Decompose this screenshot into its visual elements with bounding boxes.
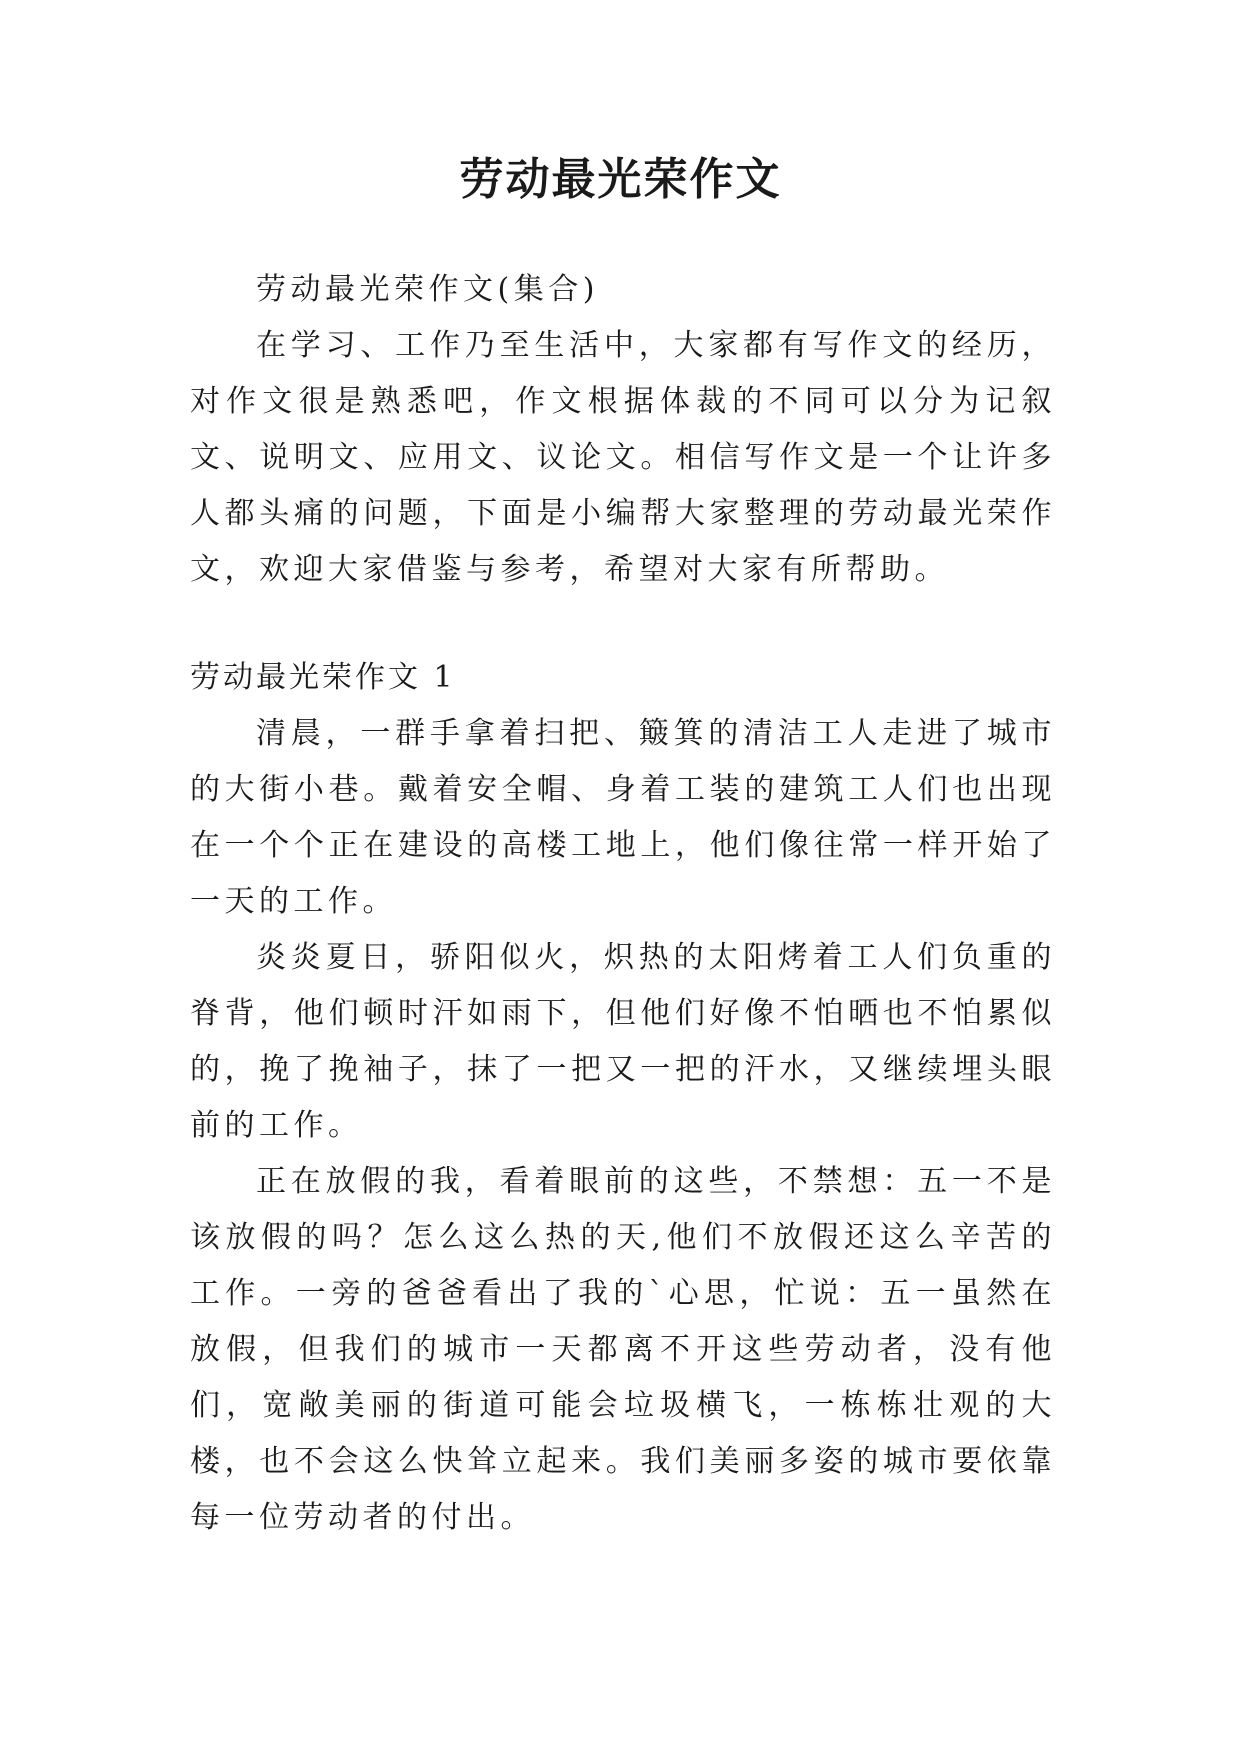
intro-paragraph: 在学习、工作乃至生活中，大家都有写作文的经历，对作文很是熟悉吧，作文根据体裁的不同可以分为记叙文、说明文、应用文、议论文。相信写作文是一个让许多人都头痛的问题，下面是小编帮大家整理的劳动最光荣作文，欢迎大家借鉴与参考，希望对大家有所帮助。 bbox=[190, 328, 1056, 587]
body-paragraph: 炎炎夏日，骄阳似火，炽热的太阳烤着工人们负重的脊背，他们顿时汗如雨下，但他们好像不怕晒也不怕累似的，挽了挽袖子，抹了一把又一把的汗水，又继续埋头眼前的工作。 bbox=[190, 940, 1056, 1143]
section-heading: 劳动最光荣作文 1 bbox=[190, 660, 456, 695]
body-paragraph: 正在放假的我，看着眼前的这些，不禁想：五一不是该放假的吗？怎么这么热的天,他们不放假还这么辛苦的工作。一旁的爸爸看出了我的`心思，忙说：五一虽然在放假，但我们的城市一天都离不开这些劳动者，没有他们，宽敞美丽的街道可能会垃圾横飞，一栋栋壮观的大楼，也不会这么快耸立起来。我们美丽多姿的城市要依靠每一位劳动者的付出。 bbox=[190, 1164, 1056, 1535]
document-title: 劳动最光荣作文 bbox=[459, 154, 782, 205]
document-body bbox=[190, 262, 1056, 1546]
body-paragraph: 清晨，一群手拿着扫把、簸箕的清洁工人走进了城市的大街小巷。戴着安全帽、身着工装的建筑工人们也出现在一个个正在建设的高楼工地上，他们像往常一样开始了一天的工作。 bbox=[190, 716, 1056, 919]
document-subtitle: 劳动最光荣作文(集合) bbox=[256, 272, 599, 307]
